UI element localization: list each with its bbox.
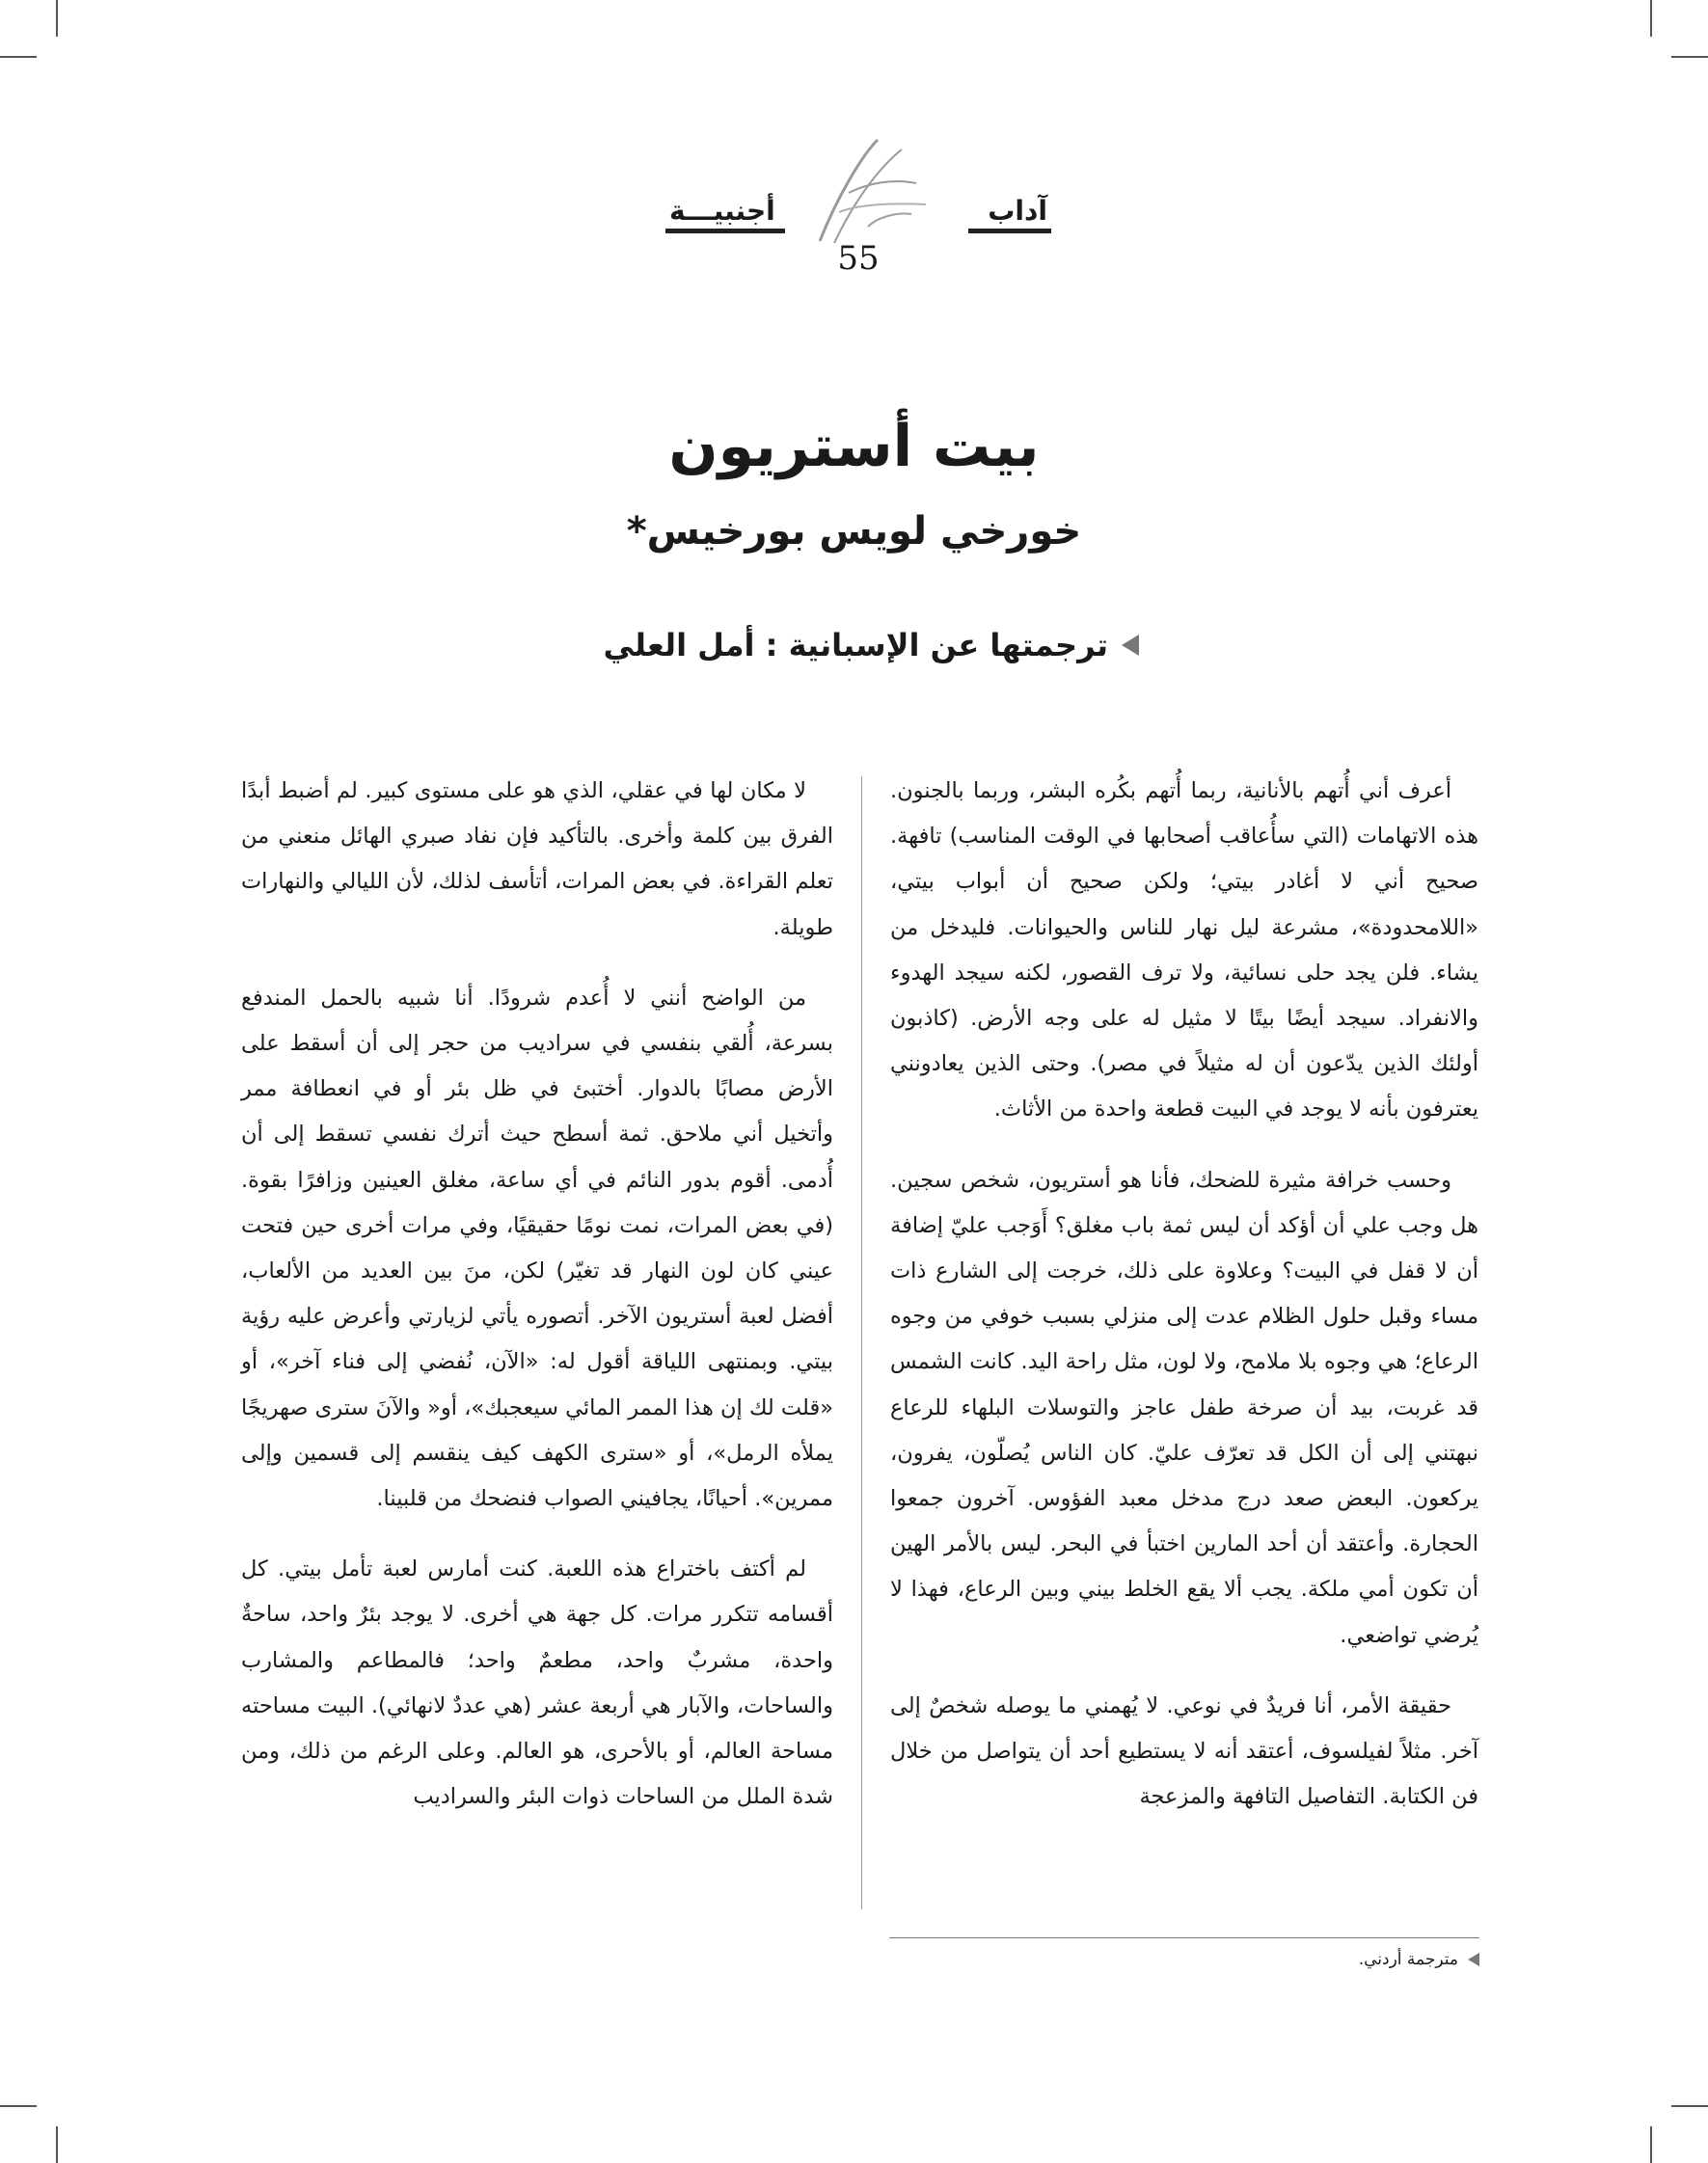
- crop-mark: [1671, 56, 1708, 58]
- running-header: [665, 135, 1051, 280]
- footnote-rule: [889, 1937, 1479, 1938]
- triangle-bullet-icon: [1468, 1953, 1479, 1966]
- column-divider: [861, 776, 862, 1909]
- right-column: [890, 769, 1478, 1845]
- logo-mark-icon: [810, 135, 935, 256]
- paragraph: وحسب خرافة مثيرة للضحك، فأنا هو أستريون، شخص سجين. هل وجب علي أن أؤكد أن ليس ثمة باب مغلق؟ أَوَجب عليّ إضافة أن لا قفل في البيت؟ وعلاوة على ذلك، خرجت إلى الشارع ذات مساء وقبل حلول الظلام عدت إلى منزلي بسبب خوفي من وجوه الرعاع؛ هي وجوه بلا ملامح، ولا لون، مثل راحة اليد. كانت الشمس قد غربت، بيد أن صرخة طفل عاجز والتوسلات البلهاء للرعاع نبهتني إلى أن الكل قد تعرّف عليّ. كان الناس يُصلّون، يفرون، يركعون. البعض صعد درج مدخل معبد الفؤوس. آخرون جمعوا الحجارة. وأعتقد أن أحد المارين اختبأ في البحر. ليس بالأمر الهين أن تكون أمي ملكة. يجب ألا يقع الخلط بيني وبين الرعاع، فهذا لا يُرضي تواضعي.: [890, 1167, 1478, 1648]
- triangle-bullet-icon: [1122, 635, 1139, 656]
- article-author: خورخي لويس بورخيس*: [626, 509, 1082, 554]
- article-title: بيت أستريون: [668, 413, 1040, 480]
- crop-mark: [56, 2126, 58, 2163]
- paragraph: حقيقة الأمر، أنا فريدٌ في نوعي. لا يُهمني ما يوصله شخصٌ إلى آخر. مثلاً لفيلسوف، أعتقد أنه لا يستطيع أحد أن يتواصل من خلال فن الكتابة. التفاصيل التافهة والمزعجة: [890, 1692, 1478, 1810]
- translator-text: ترجمتها عن الإسبانية : أمل العلي: [603, 627, 1108, 663]
- footnote-text: مترجمة أردني.: [1358, 1950, 1458, 1969]
- footnote: [1359, 1950, 1479, 1969]
- section-label-left: أجنبيـــة: [665, 195, 785, 233]
- translator-line: [604, 627, 1139, 663]
- crop-mark: [0, 56, 37, 58]
- paragraph: أعرف أني أُتهم بالأنانية، ربما أُتهم بكُره البشر، وربما بالجنون. هذه الاتهامات (التي سأُعاقب أصحابها في الوقت المناسب) تافهة. صحيح أني لا أغادر بيتي؛ ولكن صحيح أن أبواب بيتي، «اللامحدودة»، مشرعة ليل نهار للناس والحيوانات. فليدخل من يشاء. فلن يجد حلى نسائية، ولا ترف القصور، لكنه سيجد الهدوء والانفراد. سيجد أيضًا بيتًا لا مثيل له على وجه الأرض. (كاذبون أولئك الذين يدّعون أن له مثيلاً في مصر). وحتى الذين يعادونني يعترفون بأنه لا يوجد في البيت قطعة واحدة من الأثاث.: [890, 778, 1478, 1122]
- paragraph: لم أكتف باختراع هذه اللعبة. كنت أمارس لعبة تأمل بيتي. كل أقسامه تتكرر مرات. كل جهة هي أخرى. لا يوجد بئرٌ واحد، ساحةٌ واحدة، مشربٌ واحد، مطعمٌ واحد؛ فالمطاعم والمشارب والساحات، والآبار هي أربعة عشر (هي عددٌ لانهائي). البيت مساحته مساحة العالم، أو بالأحرى، هو العالم. وعلى الرغم من ذلك، ومن شدة الملل من الساحات ذوات البئر والسراديب: [241, 1556, 833, 1810]
- crop-mark: [0, 2105, 37, 2107]
- crop-mark: [56, 0, 58, 37]
- crop-mark: [1671, 2105, 1708, 2107]
- paragraph: من الواضح أنني لا أُعدم شرودًا. أنا شبيه بالحمل المندفع بسرعة، أُلقي بنفسي في سراديب من حجر إلى أن أسقط على الأرض مصابًا بالدوار. أختبئ في ظل بئر أو في انعطافة ممر وأتخيل أني ملاحق. ثمة أسطح حيث أترك نفسي تسقط إلى أن أُدمى. أقوم بدور النائم في أي ساعة، مغلق العينين وزافرًا بقوة. (في بعض المرات، نمت نومًا حقيقيًا، وفي مرات أخرى حين فتحت عيني كان لون النهار قد تغيّر) لكن، منَ بين العديد من الألعاب، أفضل لعبة أستريون الآخر. أتصوره يأتي لزيارتي وأعرض عليه رؤية بيتي. وبمنتهى اللياقة أقول له: «الآن، نُفضي إلى فناء آخر»، أو «قلت لك إن هذا الممر المائي سيعجبك»، أو« والآنَ سترى صهريجًا يملأه الرمل»، أو «سترى الكهف كيف ينقسم إلى قسمين وإلى ممرين». أحيانًا، يجافيني الصواب فنضحك من قلبينا.: [241, 985, 833, 1512]
- left-column: [241, 769, 833, 1845]
- section-label-right: آداب: [968, 195, 1051, 233]
- crop-mark: [1650, 0, 1652, 37]
- paragraph: لا مكان لها في عقلي، الذي هو على مستوى كبير. لم أضبط أبدًا الفرق بين كلمة وأخرى. بالتأكيد فإن نفاد صبري الهائل منعني من تعلم القراءة. في بعض المرات، أتأسف لذلك، لأن الليالي والنهارات طويلة.: [241, 778, 833, 940]
- crop-mark: [1650, 2126, 1652, 2163]
- page-number: 55: [837, 239, 880, 278]
